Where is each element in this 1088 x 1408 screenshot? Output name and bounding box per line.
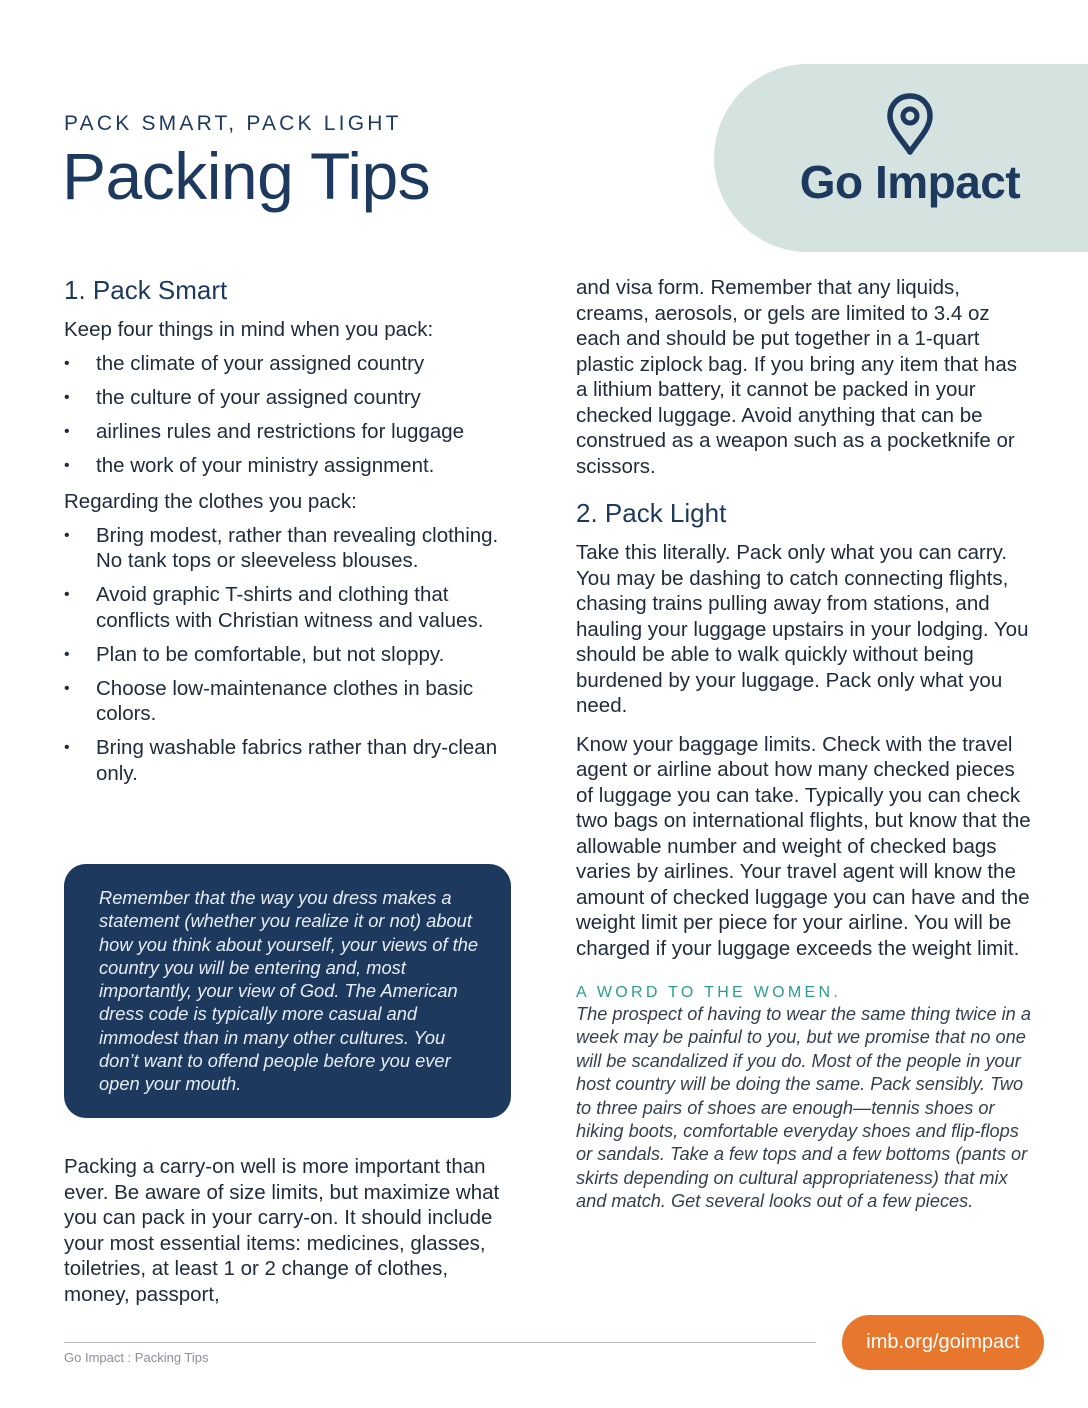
- keep-in-mind-list: [64, 351, 514, 479]
- footer-divider: [64, 1342, 816, 1343]
- list-item: • Choose low-maintenance clothes in basic colors.: [64, 676, 514, 727]
- dress-callout-box: [64, 864, 511, 1118]
- eyebrow: PACK SMART, PACK LIGHT: [64, 112, 402, 135]
- section-heading-pack-light: 2. Pack Light: [576, 498, 727, 528]
- left-column: [64, 270, 514, 786]
- dress-callout-text: Remember that the way you dress makes a statement (whether you realize it or not) about how you think about yourself, your views of the country you will be entering and, most importantly, your view of God. The American dress code is typically more casual and immodest than in many other cultures. You don’t want to offend people before you ever open your mouth.: [99, 887, 479, 1095]
- location-pin-icon: [887, 93, 933, 155]
- brand-name: Go Impact: [799, 156, 1021, 208]
- list-item: • airlines rules and restrictions for luggage: [64, 419, 514, 445]
- section-heading-pack-smart: 1. Pack Smart: [64, 275, 228, 305]
- clothes-list: [64, 523, 514, 787]
- women-paragraph: The prospect of having to wear the same thing twice in a week may be painful to you, but we promise that no one will be scandalized if you do. Most of the people in your host country will be doing the same. Pack sensibly. Two to three pairs of shoes are enough—tennis shoes or hiking boots, comfortable everyday shoes and flip-flops or sandals. Take a few tops and a few bottoms (pants or skirts depending on cultural appropriateness) that mix and match. Get several looks out of a few pieces.: [576, 1004, 1031, 1212]
- list-item: • Avoid graphic T-shirts and clothing that conflicts with Christian witness and values.: [64, 582, 514, 633]
- women-heading: A WORD TO THE WOMEN.: [576, 984, 842, 1001]
- list-item: • the climate of your assigned country: [64, 351, 514, 377]
- baggage-limits-paragraph: Know your baggage limits. Check with the travel agent or airline about how many checked pieces of luggage you can take. Typically you can check two bags on international flights, but know that the allowable number and weight of checked bags varies by airlines. Your travel agent will know the amount of checked luggage you can have and the weight limit per piece for your airline. You will be charged if your luggage exceeds the weight limit.: [576, 732, 1031, 960]
- carry-on-paragraph: Packing a carry-on well is more important than ever. Be aware of size limits, but maximize what you can pack in your carry-on. It should include your most essential items: medicines, glasses, toiletries, at least 1 or 2 change of clothes, money, passport,: [64, 1155, 500, 1306]
- list-item: • Bring modest, rather than revealing clothing. No tank tops or sleeveless blouses.: [64, 523, 514, 574]
- pack-light-paragraph: Take this literally. Pack only what you can carry. You may be dashing to catch connecting flights, chasing trains pulling away from stations, and hauling your luggage upstairs in your lodging. You should be able to walk quickly without being burdened by your luggage. Pack only what you need.: [576, 541, 1029, 717]
- right-column: [576, 275, 1031, 1214]
- list-item: • the culture of your assigned country: [64, 385, 514, 411]
- list-item: • the work of your ministry assignment.: [64, 453, 514, 479]
- page-title: Packing Tips: [62, 139, 431, 213]
- pack-smart-intro: Keep four things in mind when you pack:: [64, 318, 434, 341]
- list-item: • Bring washable fabrics rather than dry-clean only.: [64, 735, 514, 786]
- website-link[interactable]: imb.org/goimpact: [842, 1315, 1044, 1370]
- clothes-intro: Regarding the clothes you pack:: [64, 489, 357, 513]
- footer-label: Go Impact : Packing Tips: [64, 1350, 209, 1365]
- list-item: • Plan to be comfortable, but not sloppy.: [64, 642, 514, 668]
- carry-on-continued: and visa form. Remember that any liquids, creams, aerosols, or gels are limited to 3.4 oz each and should be put together in a 1-quart plastic ziplock bag. If you bring any item that has a lithium battery, it cannot be packed in your checked luggage. Avoid anything that can be construed as a weapon such as a pocketknife or scissors.: [576, 276, 1017, 478]
